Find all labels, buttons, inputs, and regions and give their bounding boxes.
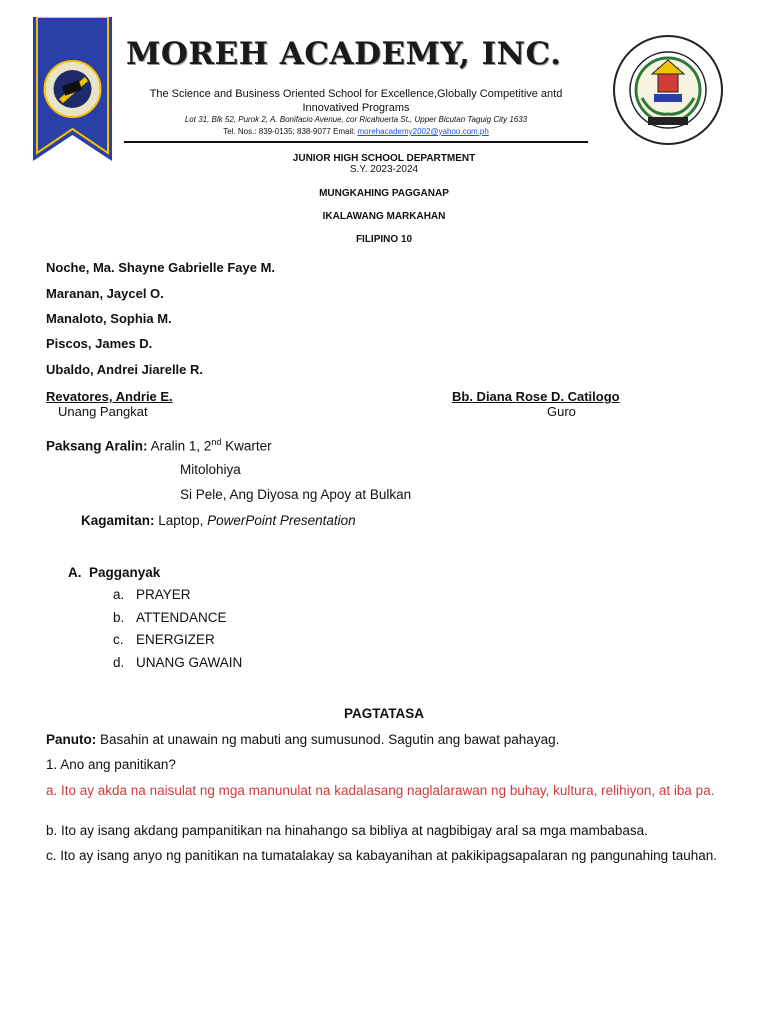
member-name: Maranan, Jaycel O.	[46, 286, 164, 301]
lesson-topic-line2: Mitolohiya	[180, 462, 241, 477]
division-seal	[604, 34, 732, 146]
header-divider	[124, 141, 588, 143]
group-label: Unang Pangkat	[58, 404, 148, 419]
materials: Kagamitan: Laptop, PowerPoint Presentation	[81, 513, 356, 528]
group-leader-name: Revatores, Andrie E.	[46, 389, 173, 404]
answer-choice-a: a. Ito ay akda na naisulat ng mga manunulat na kadalasang naglalarawan ng buhay, kultura, relihiyon, at iba pa.	[46, 783, 715, 798]
school-banner-logo	[33, 17, 112, 161]
list-letter: c.	[113, 632, 124, 647]
department-title: JUNIOR HIGH SCHOOL DEPARTMENT	[292, 153, 476, 164]
lesson-topic-line3: Si Pele, Ang Diyosa ng Apoy at Bulkan	[180, 487, 412, 502]
member-name: Noche, Ma. Shayne Gabrielle Faye M.	[46, 260, 276, 275]
school-tagline: The Science and Business Oriented School for Excellence,Globally Competitive antd Innovatived Programs	[149, 88, 563, 114]
question-1: 1. Ano ang panitikan?	[46, 757, 176, 772]
doc-title-line1: MUNGKAHING PAGGANAP	[319, 188, 449, 199]
instructions-label: Panuto:	[46, 732, 97, 747]
list-letter: b.	[113, 610, 125, 625]
email-link[interactable]: morehacademy2002@yahoo.com.ph	[357, 127, 489, 136]
doc-title-line3: FILIPINO 10	[355, 234, 413, 245]
answer-choice-c: c. Ito ay isang anyo ng panitikan na tumatalakay sa kabayanihan at pakikipagsapalaran ng pangunahing tauhan.	[46, 848, 717, 863]
list-item: ENERGIZER	[136, 632, 215, 647]
assessment-heading: PAGTATASA	[344, 706, 424, 721]
instructions: Panuto: Basahin at unawain ng mabuti ang sumusunod. Sagutin ang bawat pahayag.	[46, 732, 560, 747]
list-item: ATTENDANCE	[136, 610, 227, 625]
lesson-label: Paksang Aralin:	[46, 438, 148, 454]
lesson-topic: Paksang Aralin: Aralin 1, 2nd Kwarter	[46, 437, 272, 454]
list-item: UNANG GAWAIN	[136, 655, 243, 670]
member-name: Piscos, James D.	[46, 336, 153, 351]
teacher-name: Bb. Diana Rose D. Catilogo	[452, 389, 620, 404]
list-item: PRAYER	[136, 587, 191, 602]
list-letter: d.	[113, 655, 125, 670]
answer-choice-b: b. Ito ay isang akdang pampanitikan na hinahango sa bibliya at nagbibigay aral sa mga mambabasa.	[46, 823, 648, 838]
school-year: S.Y. 2023-2024	[349, 164, 419, 175]
school-address: Lot 31, Blk 52, Purok 2, A. Bonifacio Avenue, cor Ricahuerta St., Upper Bicutan Taguig City 1633	[184, 115, 528, 124]
member-name: Manaloto, Sophia M.	[46, 311, 172, 326]
list-letter: a.	[113, 587, 125, 602]
materials-label: Kagamitan:	[81, 513, 155, 528]
school-name: MOREH ACADEMY, INC.	[126, 36, 562, 72]
doc-title-line2: IKALAWANG MARKAHAN	[322, 211, 446, 222]
teacher-label: Guro	[547, 404, 576, 419]
section-a-heading: A. Pagganyak	[68, 565, 161, 580]
school-contact: Tel. Nos.: 839-0135; 838-9077 Email: morehacademy2002@yahoo.com.ph	[223, 127, 489, 136]
member-name: Ubaldo, Andrei Jiarelle R.	[46, 362, 204, 377]
